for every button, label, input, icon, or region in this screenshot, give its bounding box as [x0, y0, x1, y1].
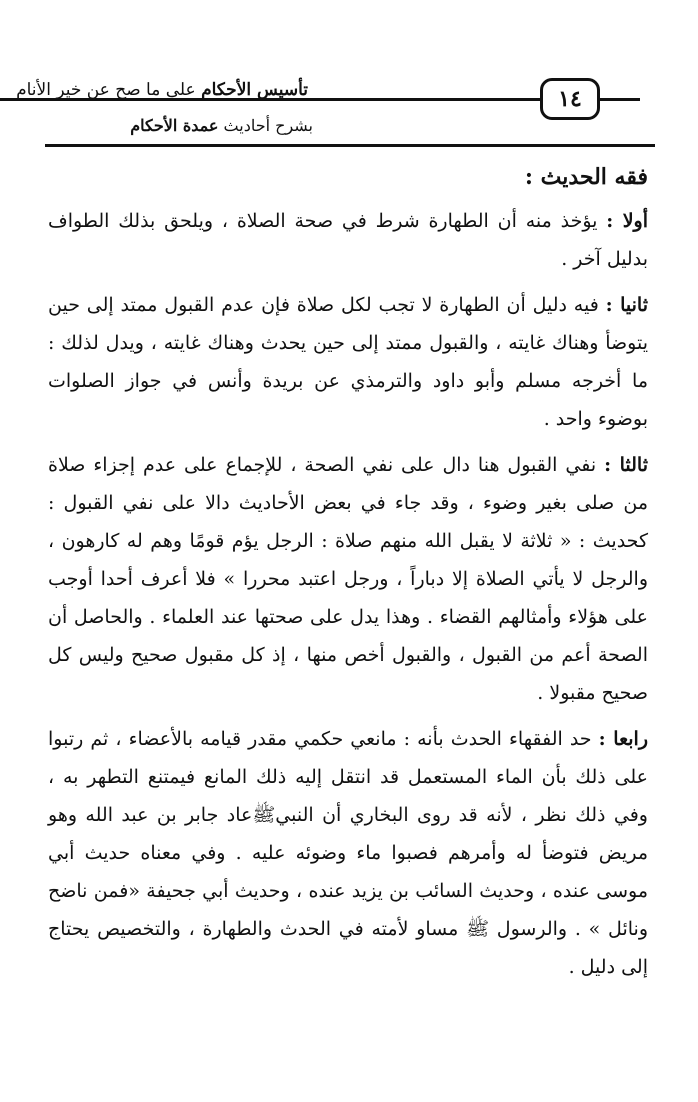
subtitle-prefix: بشرح أحاديث [218, 116, 313, 135]
header-accent-rule-right [600, 98, 640, 101]
book-title-bold: تأسيس الأحكام [201, 80, 308, 100]
book-subtitle [130, 116, 313, 135]
page-body [48, 158, 648, 994]
section-heading: فقه الحديث : [524, 164, 648, 190]
paragraph-third [48, 446, 648, 712]
paragraph-text: يؤخذ منه أن الطهارة شرط في صحة الصلاة ، ويلحق بذلك الطواف بدليل آخر . [48, 210, 648, 270]
paragraph-label: ثالثا : [604, 454, 648, 476]
paragraph-text: فيه دليل أن الطهارة لا تجب لكل صلاة فإن عدم القبول ممتد إلى حين يتوضأ وهناك غايته ، والقبول ممتد إلى حين يحدث وهناك غايته ، ويدل لذلك : ما أخرجه مسلم وأبو داود والترمذي عن بريدة وأنس في جواز الصلوات بوضوء واحد . [48, 294, 648, 430]
paragraph-text: حد الفقهاء الحدث بأنه : مانعي حكمي مقدر قيامه بالأعضاء ، ثم رتبوا على ذلك بأن الماء المستعمل قد انتقل إليه ذلك المانع فيمتنع التطهر به ، وفي ذلك نظر ، لأنه قد روى البخاري أن النبيﷺعاد جابر بن عبد الله وهو مريض فتوضأ له وأمرهم فصبوا ماء وضوئه عليه . وفي معناه حديث أبي موسى عنده ، وحديث السائب بن يزيد عنده ، وحديث أبي جحيفة «فمن ناضح ونائل » . والرسول ﷺ مساو لأمته في الحدث والطهارة ، والتخصيص يحتاج إلى دليل . [48, 728, 648, 978]
book-title [16, 80, 308, 100]
paragraph-fourth [48, 720, 648, 986]
subtitle-bold: عمدة الأحكام [130, 116, 219, 135]
paragraph-text: نفي القبول هنا دال على نفي الصحة ، للإجماع على عدم إجزاء صلاة من صلى بغير وضوء ، وقد جاء في بعض الأحاديث دالا على نفي القبول : كحديث : « ثلاثة لا يقبل الله منهم صلاة : الرجل يؤم قومًا وهم له كارهون ، والرجل لا يأتي الصلاة إلا دباراً ، ورجل اعتبد محررا » فلا أعرف أحدا أوجب على هؤلاء وأمثالهم القضاء . وهذا يدل على صحتها عند العلماء . والحاصل أن الصحة أعم من القبول ، والقبول أخص منها ، إذ كل مقبول صحيح وليس كل صحيح مقبولا . [48, 454, 648, 704]
paragraph-label: ثانيا : [605, 294, 648, 316]
page-number-value: ١٤ [558, 86, 582, 112]
book-title-rest: على ما صح عن خير الأنام [16, 80, 202, 100]
paragraph-label: رابعا : [598, 728, 649, 750]
paragraph-first [48, 202, 648, 278]
header-accent-rule [0, 98, 540, 101]
paragraph-label: أولا : [606, 210, 648, 232]
header-divider [45, 144, 655, 147]
page-number [540, 78, 600, 120]
paragraph-second [48, 286, 648, 438]
